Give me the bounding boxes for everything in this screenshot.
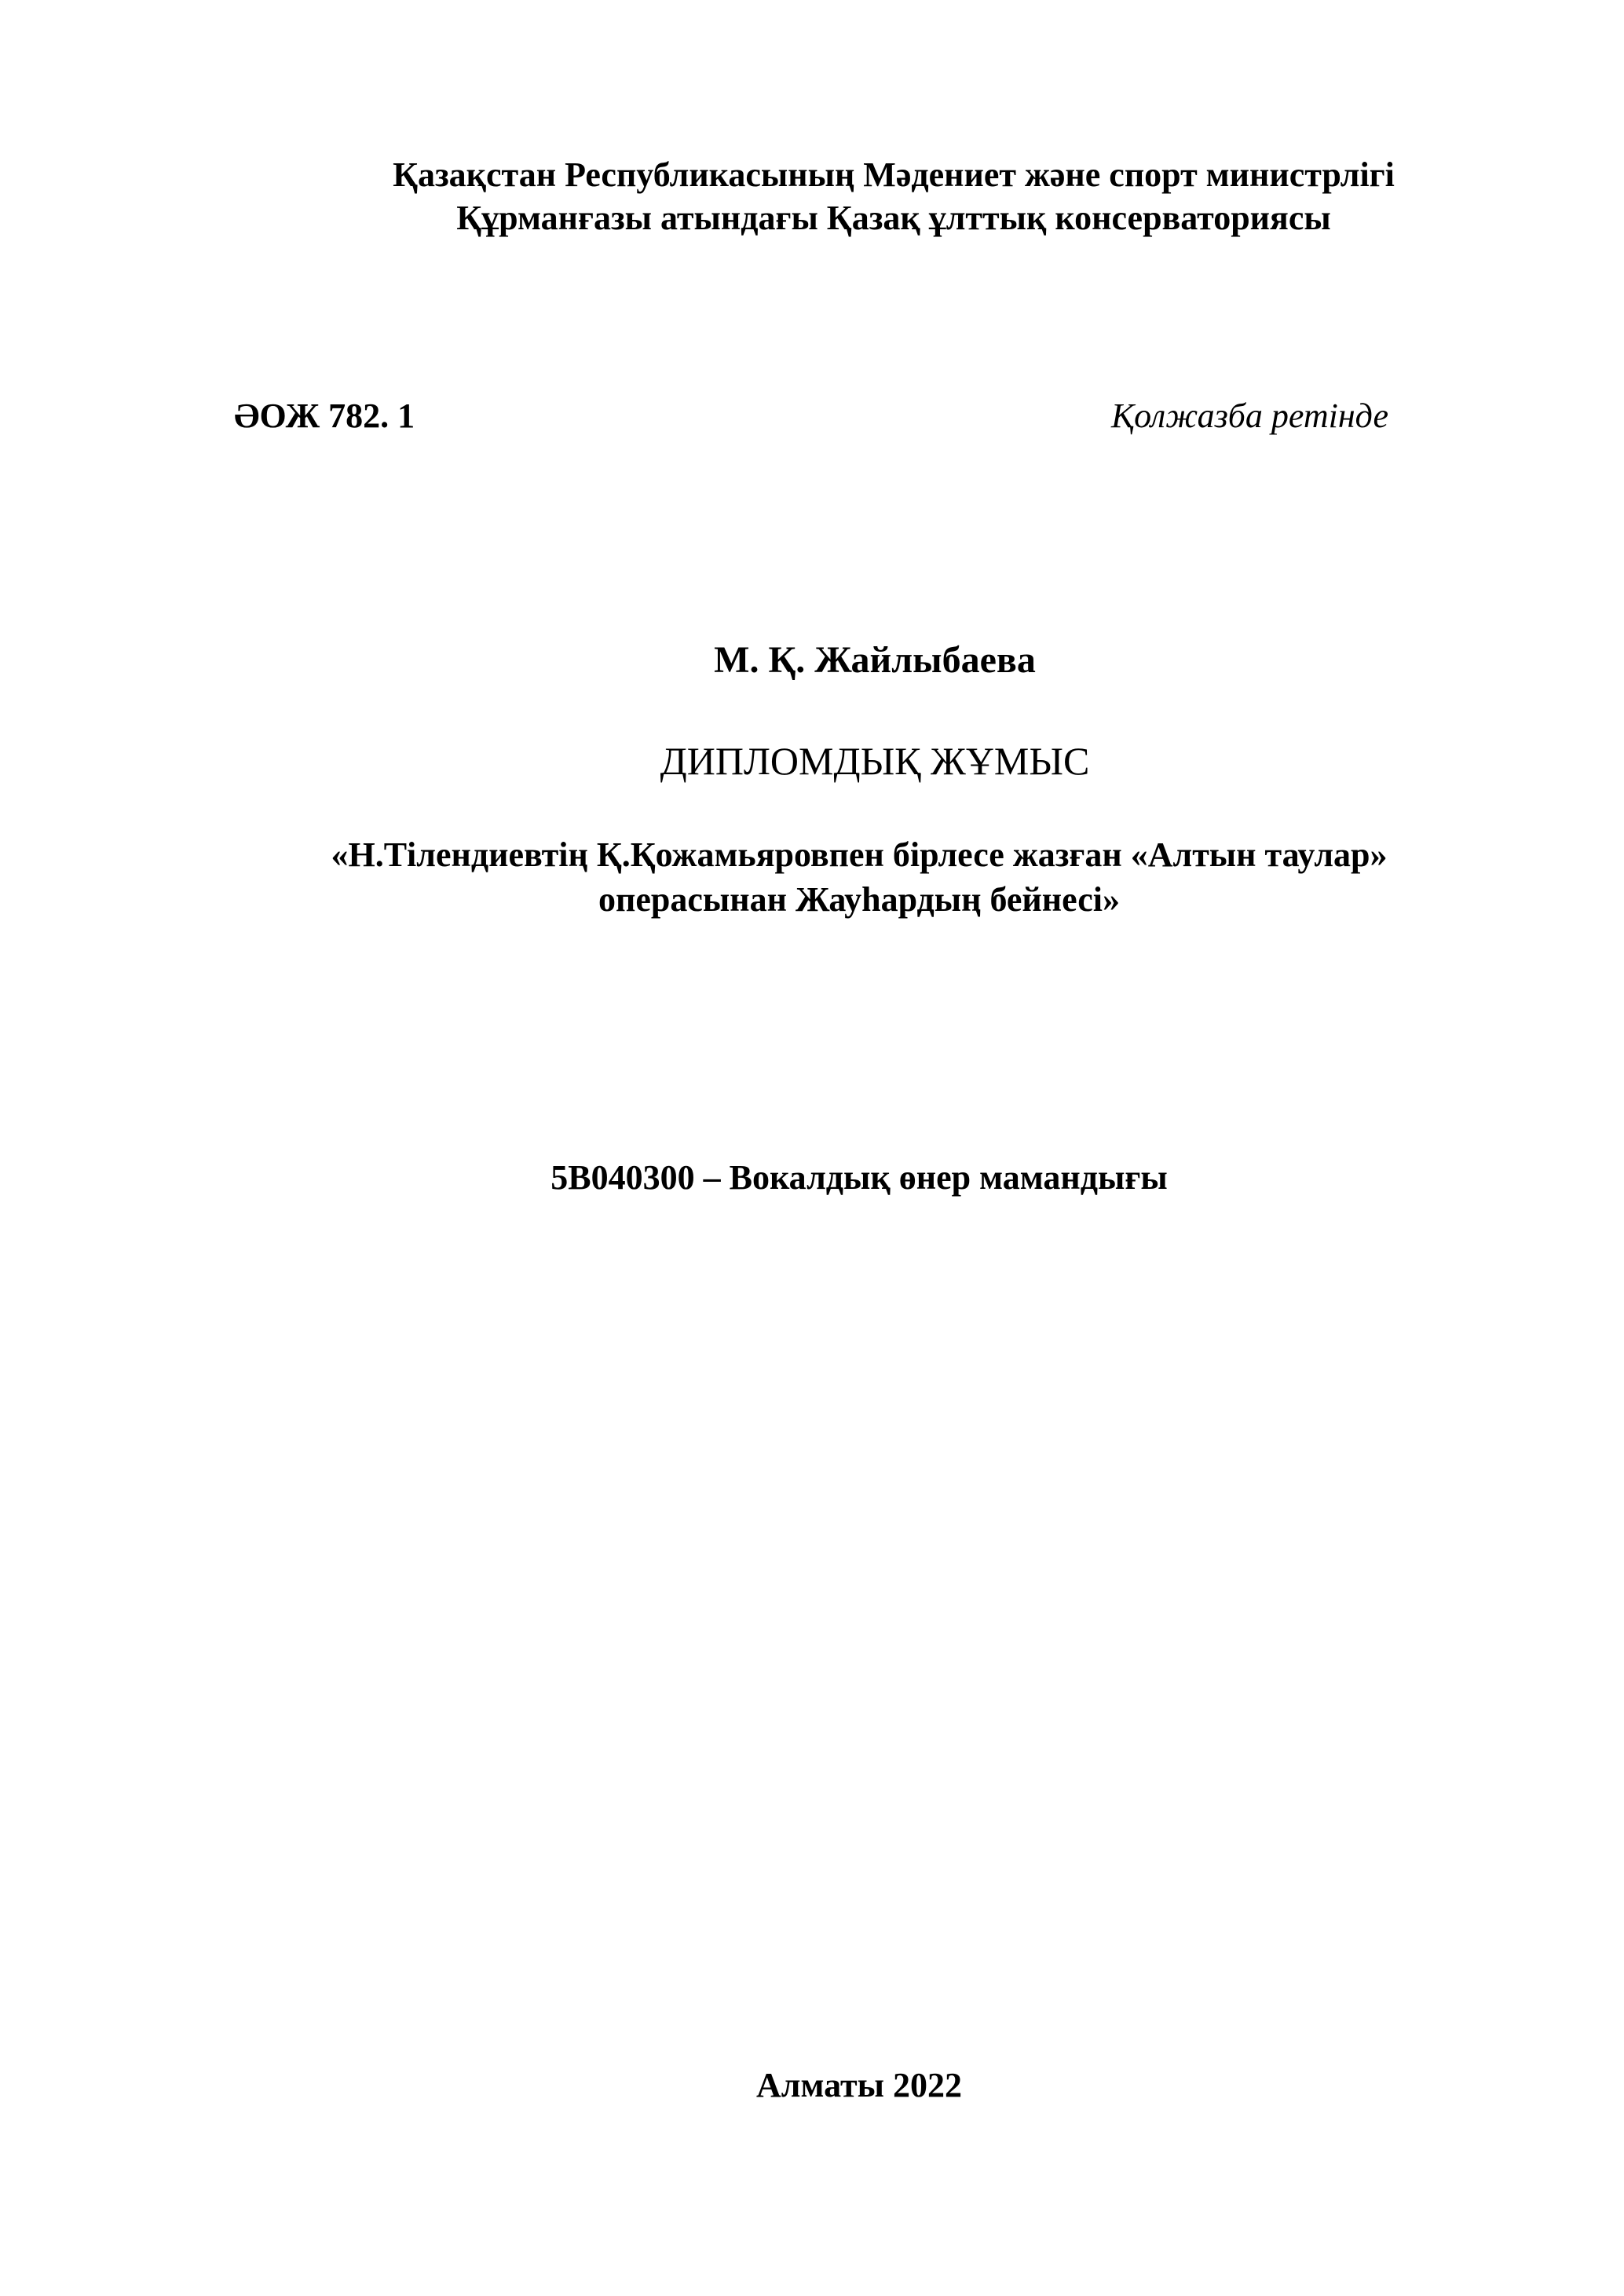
- udc-code: ӘОЖ 782. 1: [234, 397, 415, 435]
- author-name: М. Қ. Жайлыбаева: [714, 639, 1036, 681]
- ministry-heading: Қазақстан Республикасының Мәдениет және спорт министрлігі: [393, 155, 1395, 194]
- city-year: Алматы 2022: [756, 2066, 962, 2104]
- document-type-title: ДИПЛОМДЫҚ ЖҰМЫС: [660, 739, 1090, 783]
- topic-line-1: «Н.Тілендиевтің Қ.Қожамьяровпен бірлесе жазған «Алтын таулар»: [331, 835, 1388, 874]
- specialty-code: 5В040300 – Вокалдық өнер мамандығы: [550, 1158, 1168, 1197]
- topic-line-2: операсынан Жауһардың бейнесі»: [598, 880, 1120, 919]
- conservatory-heading: Құрманғазы атындағы Қазақ ұлттық консерваториясы: [456, 199, 1331, 237]
- manuscript-note: Қолжазба ретінде: [1110, 397, 1388, 435]
